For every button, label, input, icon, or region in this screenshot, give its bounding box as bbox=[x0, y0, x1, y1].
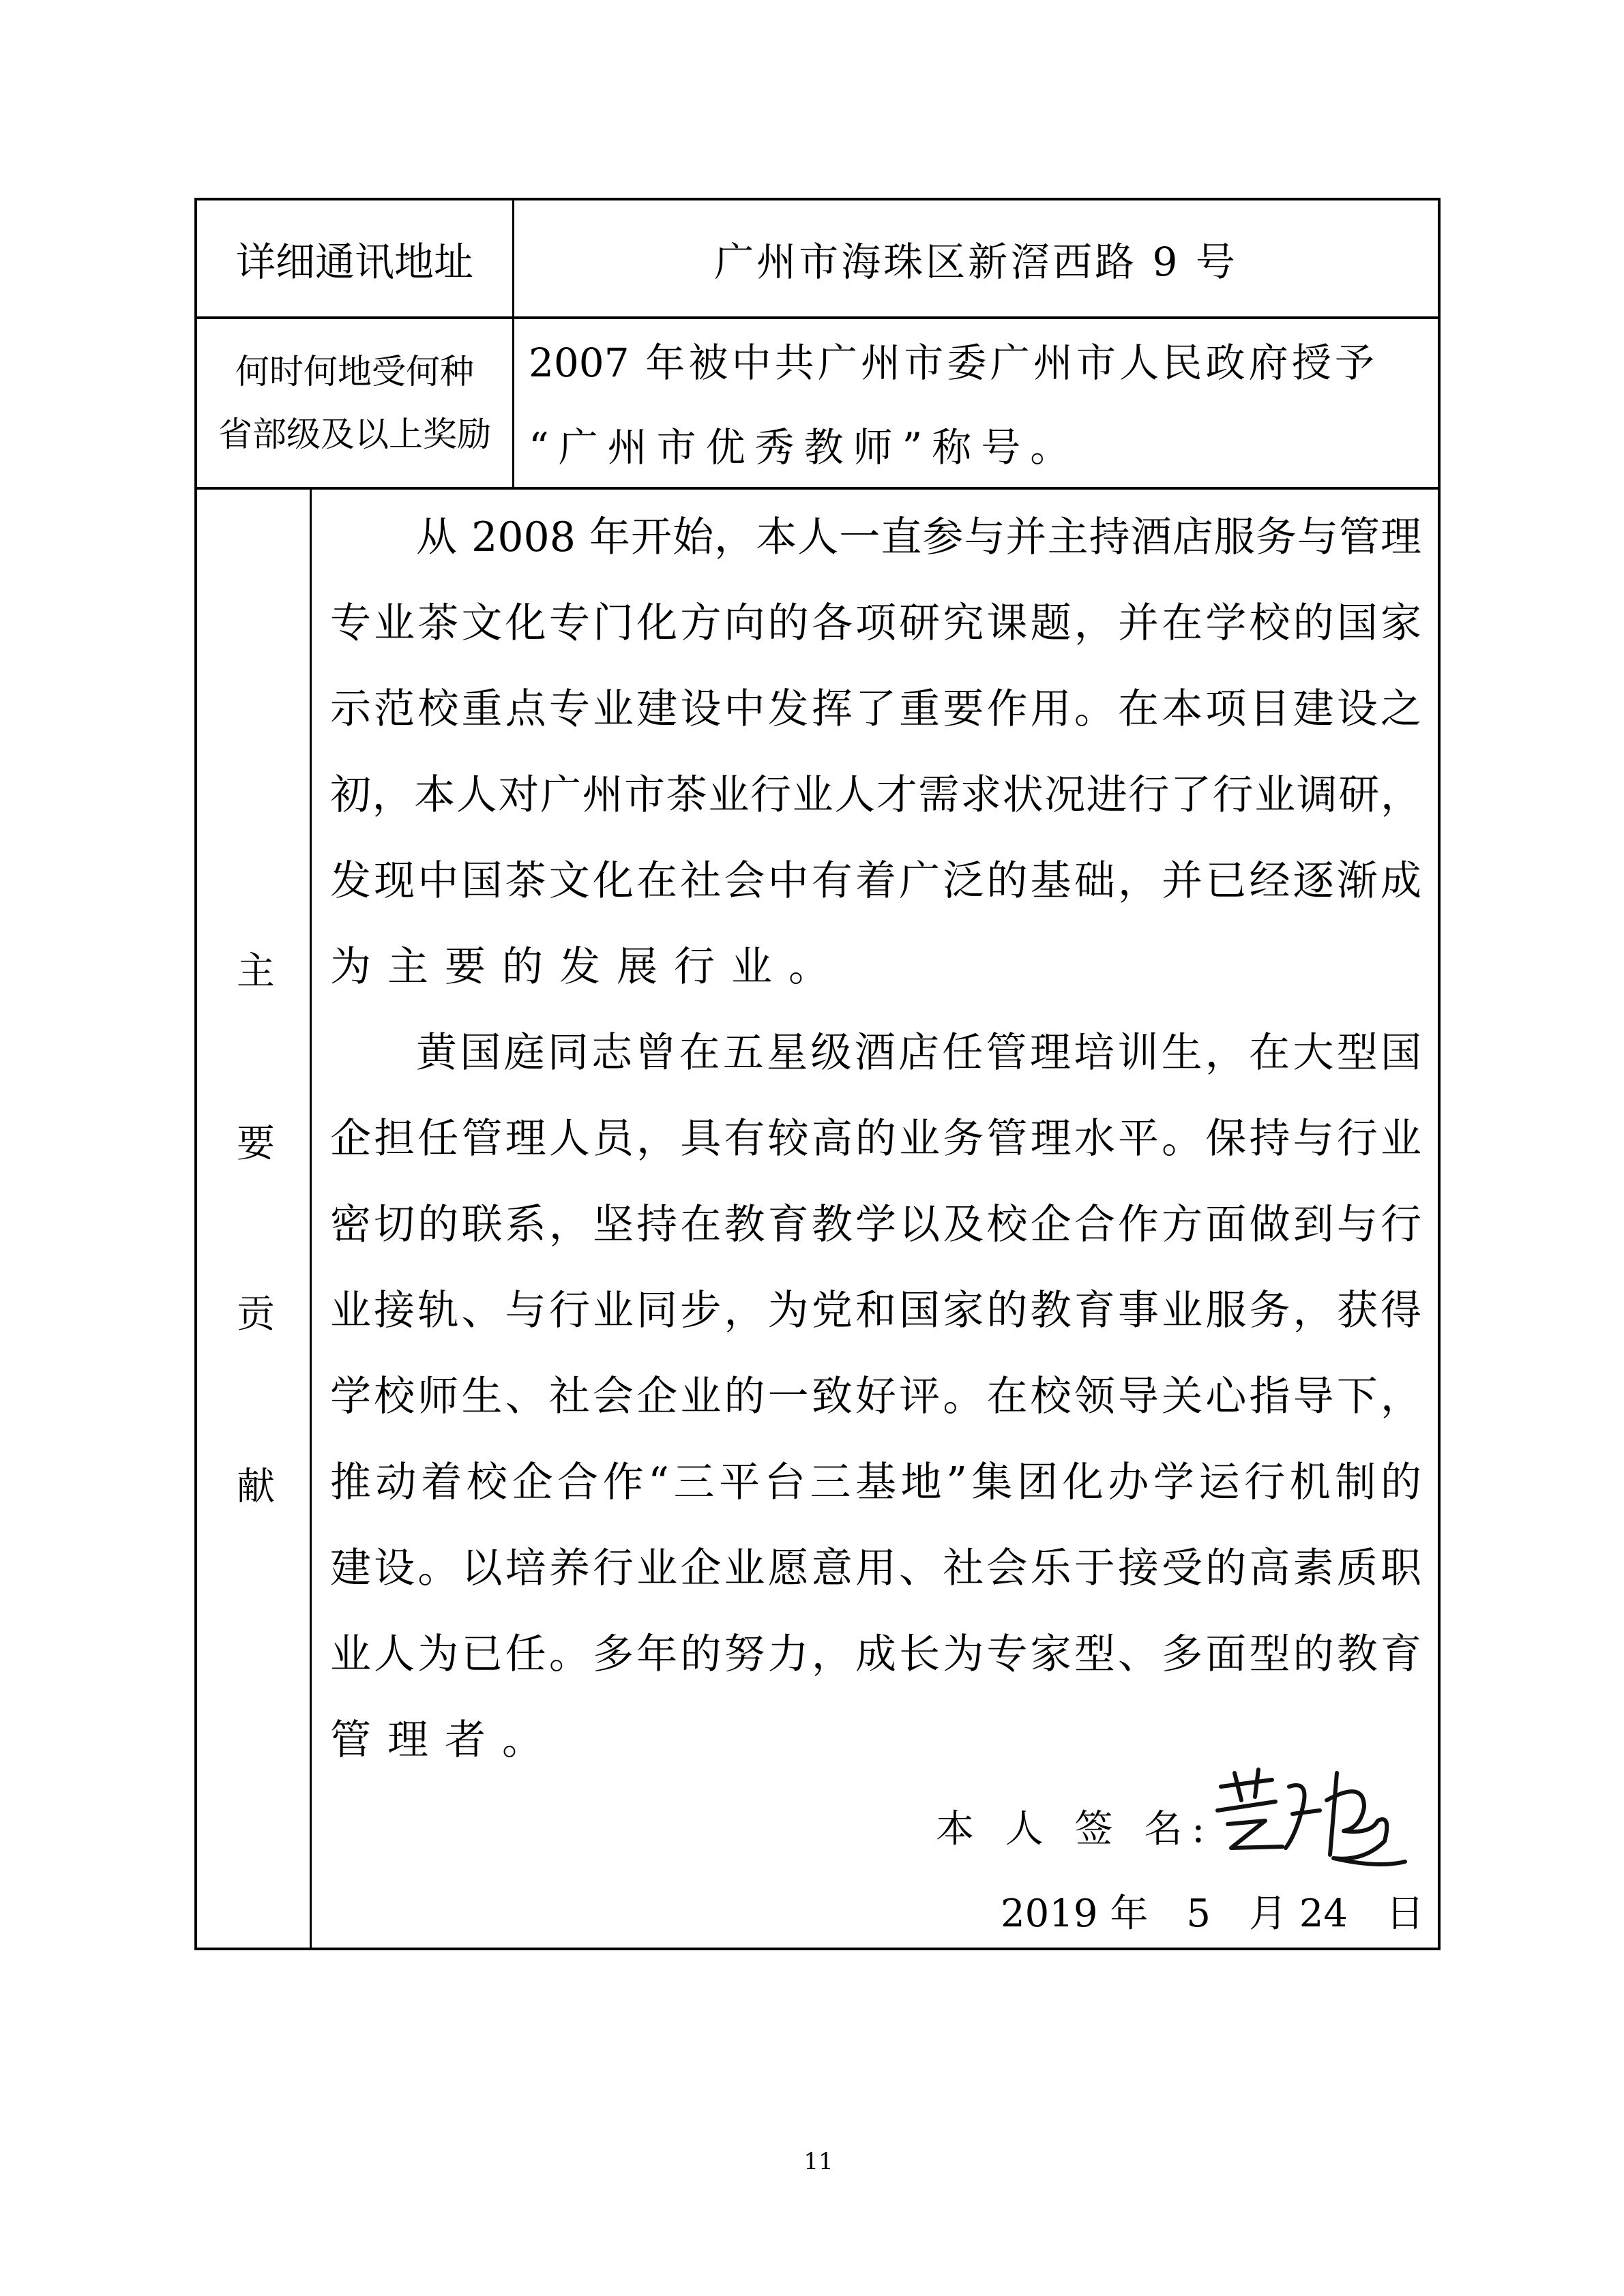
body-line: 企担任管理人员，具有较高的业务管理水平。保持与行业 bbox=[330, 1115, 1421, 1163]
address-label: 详细通讯地址 bbox=[235, 239, 473, 285]
contribution-label-char: 主 bbox=[237, 949, 275, 994]
body-line: 学校师生、社会企业的一致好评。在校领导关心指导下， bbox=[330, 1373, 1421, 1420]
handwritten-signature bbox=[1207, 1759, 1412, 1875]
award-value-line: 2007 年被中共广州市委广州市人民政府授予 bbox=[529, 340, 1374, 386]
body-line: 初，本人对广州市茶业行业人才需求状况进行了行业调研， bbox=[330, 771, 1421, 819]
award-label-line: 何时何地受何种 bbox=[235, 352, 474, 391]
signature-label: 本 人 签 名: bbox=[936, 1807, 1215, 1851]
page-number: 11 bbox=[803, 2148, 833, 2175]
address-value: 广州市海珠区新滘西路 9 号 bbox=[714, 239, 1238, 285]
award-label bbox=[197, 319, 512, 487]
body-line: 管理者。 bbox=[330, 1716, 559, 1764]
table-border-bottom bbox=[194, 1948, 1441, 1950]
body-line: 密切的联系，坚持在教育教学以及校企合作方面做到与行 bbox=[330, 1201, 1421, 1249]
column-divider-contribution bbox=[310, 488, 312, 1949]
award-label-line: 省部级及以上奖励 bbox=[218, 415, 491, 454]
body-line: 业人为已任。多年的努力，成长为专家型、多面型的教育 bbox=[330, 1630, 1421, 1678]
table-border-right bbox=[1438, 198, 1441, 1950]
body-line: 黄国庭同志曾在五星级酒店任管理培训生，在大型国 bbox=[416, 1029, 1421, 1077]
body-line: 推动着校企合作“三平台三基地”集团化办学运行机制的 bbox=[330, 1459, 1421, 1506]
body-line: 示范校重点专业建设中发挥了重要作用。在本项目建设之 bbox=[330, 685, 1421, 733]
body-line: 专业茶文化专门化方向的各项研究课题，并在学校的国家 bbox=[330, 599, 1421, 647]
signature-date: 2019 年 5 月 24 日 bbox=[1001, 1892, 1425, 1936]
award-value-line: “广州市优秀教师”称号。 bbox=[529, 424, 1080, 471]
body-line: 发现中国茶文化在社会中有着广泛的基础，并已经逐渐成 bbox=[330, 857, 1421, 905]
body-line: 从 2008 年开始，本人一直参与并主持酒店服务与管理 bbox=[416, 513, 1421, 561]
contribution-label-char: 要 bbox=[237, 1122, 275, 1166]
contribution-label-char: 献 bbox=[237, 1465, 275, 1509]
contribution-label-char: 贡 bbox=[237, 1292, 275, 1337]
body-line: 建设。以培养行业企业愿意用、社会乐于接受的高素质职 bbox=[330, 1545, 1421, 1592]
body-line: 为主要的发展行业。 bbox=[330, 943, 846, 991]
body-line: 业接轨、与行业同步，为党和国家的教育事业服务，获得 bbox=[330, 1287, 1421, 1335]
